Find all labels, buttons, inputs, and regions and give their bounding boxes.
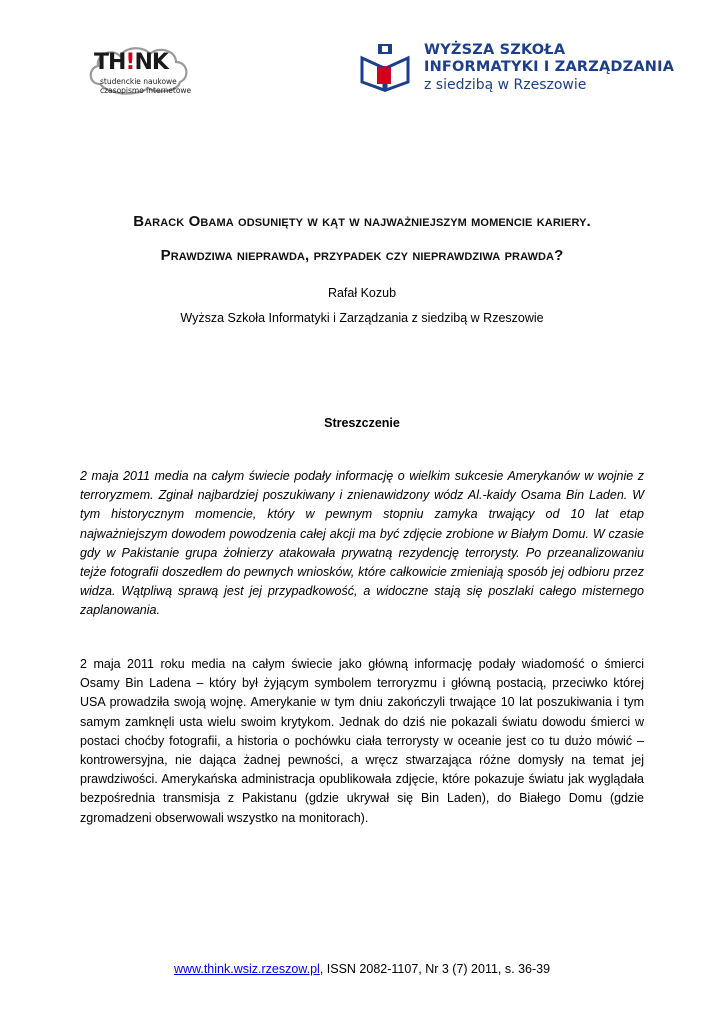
body-paragraph: 2 maja 2011 roku media na całym świecie jako główną informację podały wiadomość o śmierci Osamy Bin Ladena – który był żyjącym symbolem terroryzmu i główną postacią, przeciwko której USA prowadziła swoją wojnę. Amerykanie w tym dniu zakończyli trwające 10 lat poszukiwania i tym samym zamknęli usta wielu swoim krytykom. Jednak do dziś nie pokazali światu dowodu śmierci w postaci choćby fotografii, a historia o pochówku ciała terrorysty w oceanie jest co tu dużo mówić – kontrowersyjna, nie dająca żadnej pewności, a wręcz stwarzająca różne domysły na temat jej prawdziwości. Amerykańska administracja opublikowała zdjęcie, które pokazuje światu jak wyglądała bezpośrednia transmisja z Pakistanu (gdzie ukrywał się Bin Laden), do Białego Domu (gdzie zgromadzeni obserwowali wszystko na monitorach).	[80, 657, 644, 825]
journal-website-link[interactable]: www.think.wsiz.rzeszow.pl	[173, 962, 320, 976]
author-name: Rafał Kozub	[327, 286, 397, 300]
wsiz-name-line1: WYŻSZA SZKOŁA	[424, 42, 566, 58]
page-footer	[40, 962, 684, 976]
think-logo	[86, 44, 196, 98]
think-subtitle-2: czasopismo internetowe	[100, 86, 192, 95]
abstract-heading: Streszczenie	[324, 416, 400, 430]
wsiz-name-line3: z siedzibą w Rzeszowie	[424, 77, 587, 93]
think-wordmark: TH!NK	[94, 50, 168, 75]
wsiz-emblem-icon	[358, 42, 414, 94]
article-title-line2: Prawdziwa nieprawda, przypadek czy nieprawdziwa prawda?	[160, 247, 564, 264]
footer-citation: , ISSN 2082-1107, Nr 3 (7) 2011, s. 36-39	[319, 962, 551, 976]
article-title-line1: Barack Obama odsunięty w kąt w najważniejszym momencie kariery.	[133, 213, 591, 230]
wsiz-name-line2: INFORMATYKI I ZARZĄDZANIA	[424, 59, 675, 75]
author-affiliation: Wyższa Szkoła Informatyki i Zarządzania z siedzibą w Rzeszowie	[180, 311, 544, 325]
think-subtitle-1: studenckie naukowe	[100, 77, 177, 86]
abstract-text: 2 maja 2011 media na całym świecie podały informację o wielkim sukcesie Amerykanów w wojnie z terroryzmem. Zginał najbardziej poszukiwany i znienawidzony wódz Al.-kaidy Osama Bin Laden. W tym historycznym momencie, który w pewnym stopniu zamyka trwający od 10 lat etap najważniejszym dowodem powodzenia całej akcji ma być zdjęcie zrobione w Białym Domu. W czasie gdy w Pakistanie grupa żołnierzy atakowała prywatną rezydencję terrorysty. Po przeanalizowaniu tejże fotografii doszedłem do pewnych wniosków, które całkowicie zmieniają sposób jej odbioru przez widza. Wątpliwą sprawą jest jej przypadkowość, a widoczne stają się poszlaki całego misternego zaplanowania.	[80, 469, 644, 618]
wsiz-logo	[358, 42, 675, 96]
